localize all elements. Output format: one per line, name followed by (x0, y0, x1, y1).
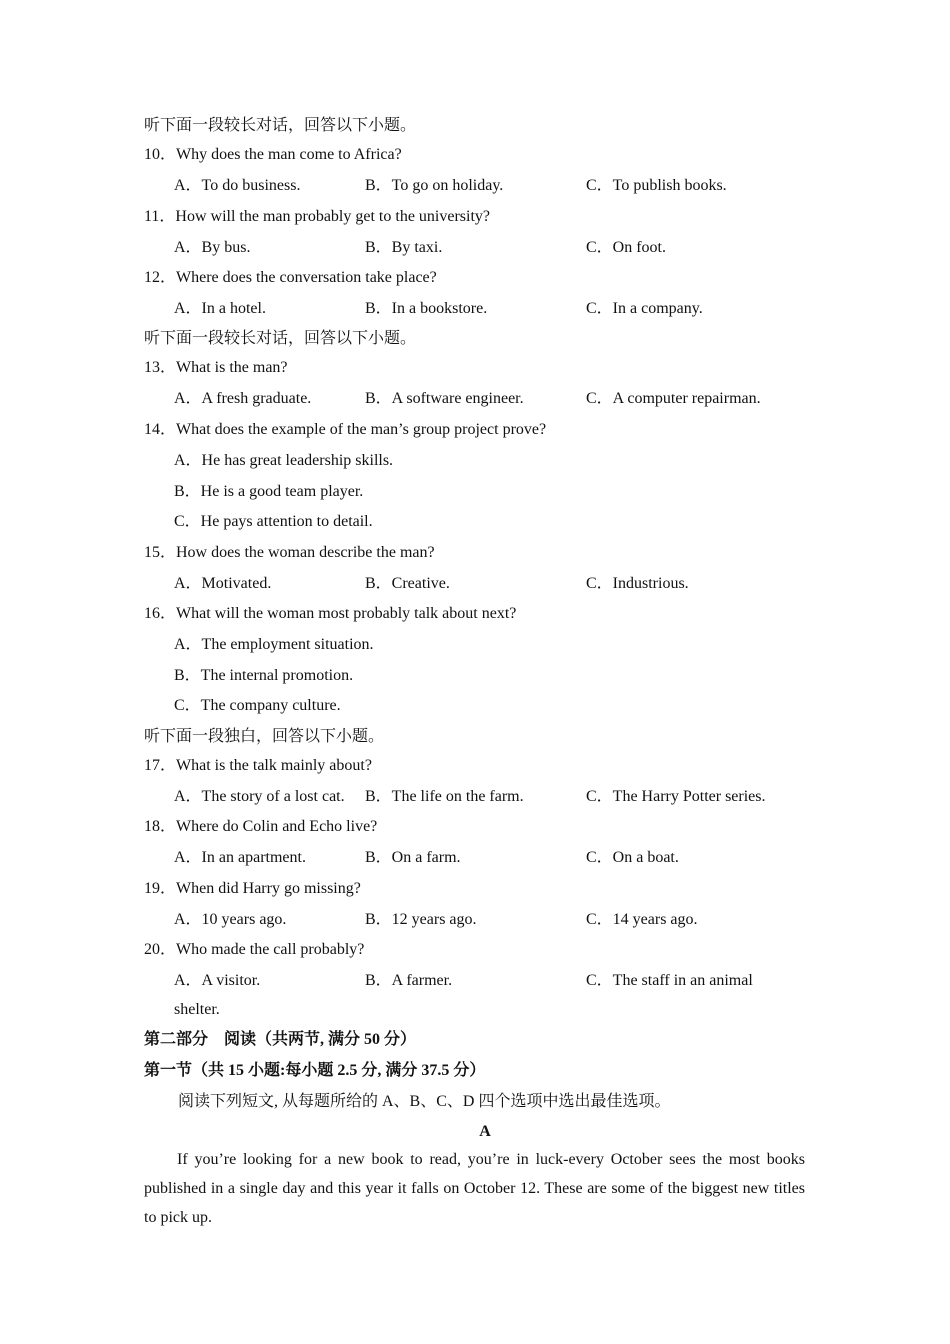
option-b: B．The internal promotion. (174, 667, 354, 684)
section-heading: 第一节（共 15 小题:每小题 2.5 分, 满分 37.5 分） (144, 1062, 486, 1079)
question-18: 18．Where do Colin and Echo live? (144, 818, 378, 835)
section-instruction: 听下面一段较长对话，回答以下小题。 (144, 117, 417, 134)
question-13: 13．What is the man? (144, 359, 288, 376)
option-a: A．The employment situation. (174, 636, 374, 653)
option-c: C．On a boat. (586, 849, 679, 866)
option-a: A．He has great leadership skills. (174, 452, 394, 469)
section-instruction: 听下面一段较长对话，回答以下小题。 (144, 330, 417, 347)
option-c: C．The staff in an animal (586, 972, 753, 989)
option-a: A．In an apartment. (174, 849, 306, 866)
option-b: B．On a farm. (365, 849, 461, 866)
question-20: 20．Who made the call probably? (144, 941, 365, 958)
passage-label: A (479, 1123, 491, 1140)
option-c: C．A computer repairman. (586, 390, 761, 407)
option-a: A．By bus. (174, 239, 251, 256)
option-b: B．A farmer. (365, 972, 453, 989)
option-b: B．The life on the farm. (365, 788, 524, 805)
option-b: B．A software engineer. (365, 390, 524, 407)
option-a: A．Motivated. (174, 575, 272, 592)
option-c: C．He pays attention to detail. (174, 513, 373, 530)
question-11: 11．How will the man probably get to the university? (144, 208, 491, 225)
option-a: A．A visitor. (174, 972, 261, 989)
option-c: C．Industrious. (586, 575, 689, 592)
option-c: C．The company culture. (174, 697, 341, 714)
option-a: A．A fresh graduate. (174, 390, 312, 407)
option-c: C．To publish books. (586, 177, 727, 194)
section-instruction: 听下面一段独白，回答以下小题。 (144, 728, 385, 745)
question-10: 10．Why does the man come to Africa? (144, 146, 402, 163)
option-c-continuation: shelter. (174, 1001, 220, 1018)
question-16: 16．What will the woman most probably talk about next? (144, 605, 517, 622)
part-heading: 第二部分 阅读（共两节, 满分 50 分） (144, 1031, 417, 1048)
question-15: 15．How does the woman describe the man? (144, 544, 435, 561)
option-a: A．The story of a lost cat. (174, 788, 345, 805)
option-b: B．Creative. (365, 575, 450, 592)
reading-instruction: 阅读下列短文, 从每题所给的 A、B、C、D 四个选项中选出最佳选项。 (178, 1093, 671, 1110)
option-c: C．In a company. (586, 300, 703, 317)
option-b: B．He is a good team player. (174, 483, 364, 500)
question-17: 17．What is the talk mainly about? (144, 757, 372, 774)
option-a: A．In a hotel. (174, 300, 266, 317)
option-b: B．To go on holiday. (365, 177, 504, 194)
option-a: A．10 years ago. (174, 911, 287, 928)
question-12: 12．Where does the conversation take place? (144, 269, 437, 286)
option-b: B．By taxi. (365, 239, 443, 256)
passage-paragraph: If you’re looking for a new book to read, you’re in luck-every October sees the most books published in a single day and this year it falls on October 12. These are some of the biggest new titles to pick up. (144, 1151, 805, 1226)
option-b: B．12 years ago. (365, 911, 477, 928)
question-19: 19．When did Harry go missing? (144, 880, 361, 897)
option-c: C．On foot. (586, 239, 667, 256)
option-c: C．The Harry Potter series. (586, 788, 766, 805)
question-14: 14．What does the example of the man’s group project prove? (144, 421, 547, 438)
option-b: B．In a bookstore. (365, 300, 488, 317)
option-c: C．14 years ago. (586, 911, 698, 928)
option-a: A．To do business. (174, 177, 301, 194)
